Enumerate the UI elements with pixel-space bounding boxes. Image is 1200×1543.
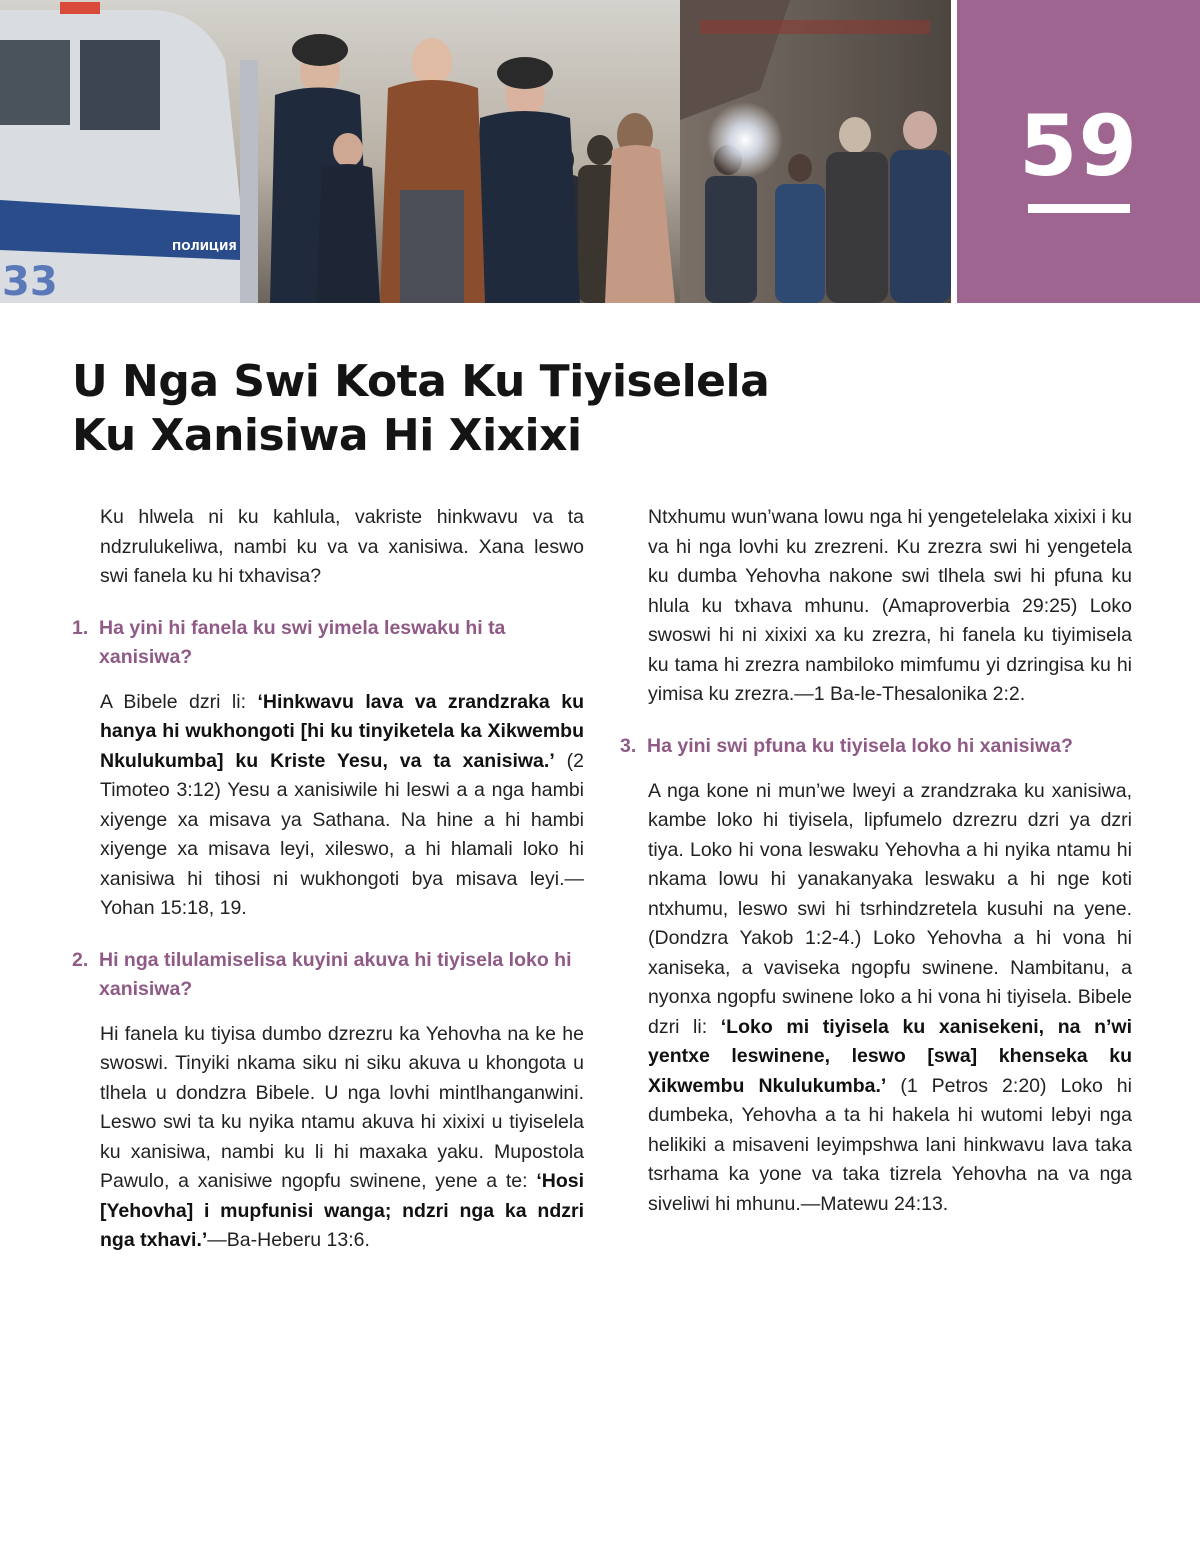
question-2-text: Hi nga tilulamiselisa kuyini akuva hi tiyisela loko hi xanisiwa? — [99, 948, 572, 1000]
hero-illustration — [0, 0, 951, 303]
van-lettering: ПОЛИЦИЯ — [172, 240, 237, 253]
answer-2-quote: ‘Hosi [Yehovha] i mupfunisi wanga; ndzri nga ka ndzri nga txhavi.’ — [100, 1170, 584, 1251]
answer-2-paragraph — [72, 1020, 584, 1256]
answer-1-text-a: A Bibele dzri li: — [100, 690, 258, 713]
van-number: 33 — [2, 259, 58, 303]
answer-1-quote: ‘Hinkwavu lava va zrandzraka ku hanya hi wukhongoti [hi ku tinyiketela ka Xikwembu Nkulukumba] ku Kriste Yesu, va ta xanisiwa.’ — [100, 690, 584, 772]
page-title — [72, 355, 972, 463]
chapter-number: 59 — [1019, 97, 1138, 195]
answer-1-text-b: (2 Timoteo 3:12) Yesu a xanisiwile hi leswi a a nga hambi xiyenge xa misava ya Sathana. Na hine a hi hambi xiyenge xa misava leyi, xileswo, a hi hlamali loko hi xanisiwa hi tihosi ni wukhongoti bya misava leyi.—Yohan 15:18, 19. — [100, 749, 584, 919]
camera-flash — [707, 102, 783, 178]
answer-2-text-a: Hi fanela ku tiyisa dumbo dzrezru ka Yehovha na ke he swoswi. Tinyiki nkama siku ni siku akuva u khongota u tlhela u dondzra Bibele. U nga lovhi mintlhanganwini. Leswo swi ta ku nyika ntamu akuva hi xixixi u tiyiselela ku xanisiwa, nambi ku li hi maxaka yaku. Mupostola Pawulo, a xanisiwe ngopfu swinene, yene a te: — [100, 1022, 584, 1192]
title-line-2: Ku Xanisiwa Hi Xixixi — [72, 410, 582, 461]
question-1-text: Ha yini hi fanela ku swi yimela leswaku hi ta xanisiwa? — [99, 616, 506, 668]
title-line-1: U Nga Swi Kota Ku Tiyiselela — [72, 356, 770, 407]
question-1-number: 1. — [72, 616, 89, 639]
intro-paragraph: Ku hlwela ni ku kahlula, vakriste hinkwavu va ta ndzrulukeliwa, nambi ku va va xanisiwa. Xana leswo swi fanela ku hi txhavisa? — [100, 506, 584, 587]
answer-3-quote: ‘Loko mi tiyisela ku xanisekeni, na n’wi yentxe leswinene, leswo [swa] khenseka ku Xikwembu Nkulukumba.’ — [648, 1015, 1132, 1097]
right-column — [620, 503, 1132, 1241]
answer-2-text-b: —Ba-Heberu 13:6. — [207, 1229, 370, 1251]
question-2 — [72, 946, 584, 1004]
question-3-text: Ha yini swi pfuna ku tiyisela loko hi xanisiwa? — [647, 734, 1073, 757]
hero-photo — [0, 0, 951, 303]
question-1 — [72, 614, 584, 672]
answer-3-text-b: (1 Petros 2:20) Loko hi dumbeka, Yehovha a ta hi hakela hi wutomi lebyi nga helikiki a misaveni leyimpshwa lani hinkwavu lava taka tsrhama ka yone va taka tizrela Yehovha na va nga siveliwi hi mhunu.—Matewu 24:13. — [648, 1074, 1132, 1215]
answer-1-paragraph — [72, 688, 584, 924]
question-2-number: 2. — [72, 948, 89, 971]
answer-2-continued-paragraph: Ntxhumu wun’wana lowu nga hi yengetelelaka xixixi i ku va hi nga lovhi ku zrezreni. Ku zrezra swi hi yengetela ku dumba Yehovha nakone swi tlhela swi hi pfuna ku hlula ku txhava mhunu. (Amaproverbia 29:25) Loko swoswi hi ni xixixi xa ku zrezra, hi fanela ku tiyimisela ku tama hi zrezra nambiloko mimfumu yi dzringisa ku hi yimisa ku zrezra.—1 Ba-le-Thesalonika 2:2. — [648, 506, 1132, 705]
answer-3-paragraph — [620, 777, 1132, 1220]
answer-3-text-a: A nga kone ni mun’we lweyi a zrandzraka ku xanisiwa, kambe loko hi tiyisela, lipfumelo dzrezru dzri ya dzri tiya. Loko hi vona leswaku Yehovha a hi nyika ntamu hi nkama lowu hi yanakanyaka leswaku a hi nge koti ntxhumu, leswo swi hi tsrhindzretela kusuhi na yene. (Dondzra Yakob 1:2-4.) Loko Yehovha a hi vona hi xaniseka, a vaviseka ngopfu swinene. Nambitanu, a nyonxa ngopfu swinene loko a hi vona hi tiyisela. Bibele dzri li: — [648, 779, 1132, 1038]
left-column — [72, 503, 584, 1278]
chapter-badge — [957, 0, 1200, 303]
question-3-number: 3. — [620, 734, 637, 757]
chapter-underline — [1028, 204, 1130, 213]
question-3 — [620, 732, 1132, 761]
